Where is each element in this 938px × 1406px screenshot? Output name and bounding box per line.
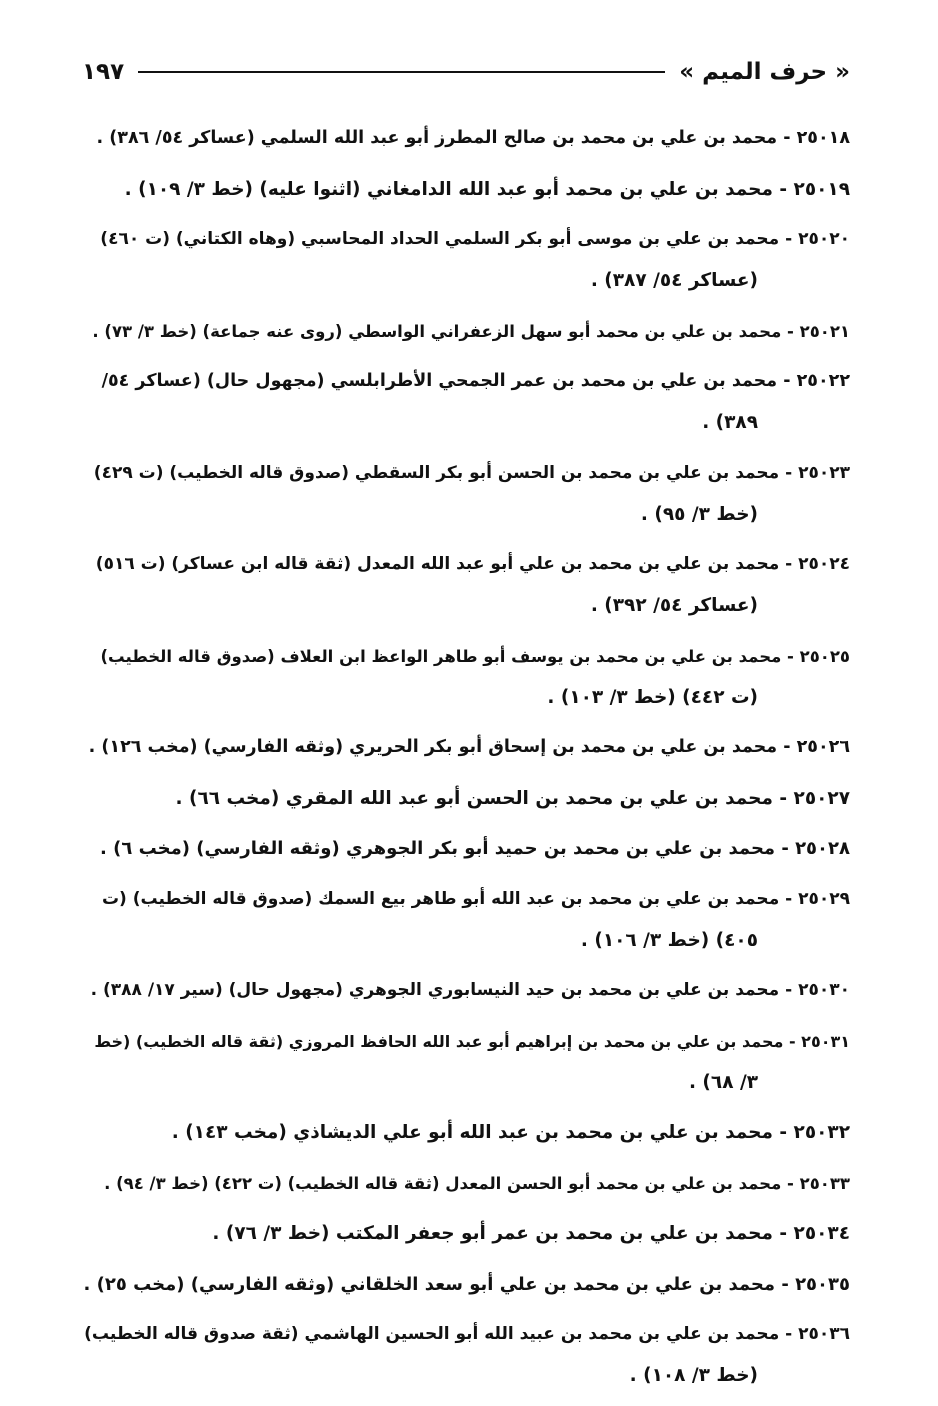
biography-entry [82,118,850,159]
biography-entry [82,1213,850,1254]
biography-entry [82,1314,850,1396]
entry-text: ٢٥٠٣٣ - محمد بن علي بن محمد أبو الحسن المعدل (ثقة قاله الخطيب) (ت ٤٢٢) (خط ٣/ ٩٤) . [104,1173,850,1193]
biography-entry [82,1163,850,1204]
entry-text: ٢٥٠٢٠ - محمد بن علي بن موسى أبو بكر السلمي الحداد المحاسبي (وهاه الكتاني) (ت ٤٦٠) [100,229,850,249]
biography-entry [82,453,850,535]
entry-text: ٢٥٠١٨ - محمد بن علي بن محمد بن صالح المطرز أبو عبد الله السلمي (عساكر ٥٤/ ٣٨٦) . [96,128,850,148]
entry-continuation: ٣٨٩) . [702,412,758,433]
entry-text: ٢٥٠٢٩ - محمد بن علي بن محمد بن عبد الله أبو طاهر بيع السمك (صدوق قاله الخطيب) (ت [101,888,850,909]
page-header [82,52,850,92]
biography-entry [82,169,850,210]
entry-text: ٢٥٠٢٤ - محمد بن علي بن محمد بن علي أبو عبد الله المعدل (ثقة قاله ابن عساكر) (ت ٥١٦) [95,554,850,574]
biography-entry [82,1264,850,1305]
entry-continuation: ٤٠٥) (خط ٣/ ١٠٦) . [580,929,758,951]
entry-continuation: (عساكر ٥٤/ ٣٩٢) . [590,595,758,616]
biography-entry [82,828,850,869]
entry-text: ٢٥٠١٩ - محمد بن علي بن محمد أبو عبد الله الدامغاني (اثنوا عليه) (خط ٣/ ١٠٩) . [124,178,850,200]
entry-text: ٢٥٠٢٢ - محمد بن علي بن محمد بن عمر الجمحي الأطرابلسي (مجهول حال) (عساكر ٥٤/ [101,371,850,391]
biography-entry [82,636,850,718]
entries-list [82,118,850,1406]
biography-entry [82,727,850,768]
entry-text: ٢٥٠٣٦ - محمد بن علي بن محمد بن عبيد الله أبو الحسين الهاشمي (ثقة صدوق قاله الخطيب) [84,1324,850,1344]
entry-text: ٢٥٠٢١ - محمد بن علي بن محمد أبو سهل الزعفراني الواسطي (روى عنه جماعة) (خط ٣/ ٧٣) . [92,321,850,341]
biography-entry [82,1112,850,1153]
entry-text: ٢٥٠٢٧ - محمد بن علي بن محمد بن الحسن أبو عبد الله المقري (مخب ٦٦) . [175,787,850,809]
entry-text: ٢٥٠٢٨ - محمد بن علي بن محمد بن حميد أبو بكر الجوهري (وثقه الفارسي) (مخب ٦) . [99,838,850,859]
entry-text: ٢٥٠٢٥ - محمد بن علي بن محمد بن يوسف أبو طاهر الواعظ ابن العلاف (صدوق قاله الخطيب) [100,646,850,666]
biography-entry [82,544,850,626]
entry-text: ٢٥٠٢٣ - محمد بن علي بن محمد بن الحسن أبو بكر السقطي (صدوق قاله الخطيب) (ت ٤٢٩) [93,462,850,483]
entry-text: ٢٥٠٣٠ - محمد بن علي بن محمد بن حيد النيسابوري الجوهري (مجهول حال) (سير ١٧/ ٣٨٨) . [90,980,850,1000]
biography-entry [82,219,850,301]
page-number: ١٩٧ [82,59,125,85]
running-title: « حرف الميم » [679,59,850,85]
biography-entry [82,361,850,443]
entry-text: ٢٥٠٣٤ - محمد بن علي بن محمد بن عمر أبو جعفر المكتب (خط ٣/ ٧٦) . [212,1223,850,1244]
biography-entry [82,879,850,961]
entry-continuation: (عساكر ٥٤/ ٣٨٧) . [590,270,758,291]
entry-text: ٢٥٠٣٢ - محمد بن علي بن محمد بن عبد الله أبو علي الديشاذي (مخب ١٤٣) . [171,1122,850,1143]
header-rule [138,71,665,73]
biography-entry [82,970,850,1011]
entry-continuation: (خط ٣/ ٩٥) . [640,503,758,525]
biography-entry [82,311,850,352]
entry-text: ٢٥٠٢٦ - محمد بن علي بن محمد بن إسحاق أبو بكر الحريري (وثقه الفارسي) (مخب ١٢٦) . [88,737,850,757]
entry-text: ٢٥٠٣٥ - محمد بن علي بن محمد بن علي أبو سعد الخلقاني (وثقه الفارسي) (مخب ٢٥) . [83,1273,850,1295]
entry-continuation: (خط ٣/ ١٠٨) . [629,1365,758,1386]
biography-entry [82,1021,850,1103]
entry-text: ٢٥٠٣١ - محمد بن علي بن محمد بن إبراهيم أبو عبد الله الحافظ المروزي (ثقة قاله الخطيب) (خط [94,1031,850,1051]
entry-continuation: (ت ٤٤٢) (خط ٣/ ١٠٣) . [547,686,758,708]
biography-entry [82,778,850,819]
entry-continuation: ٣/ ٦٨) . [688,1071,758,1093]
